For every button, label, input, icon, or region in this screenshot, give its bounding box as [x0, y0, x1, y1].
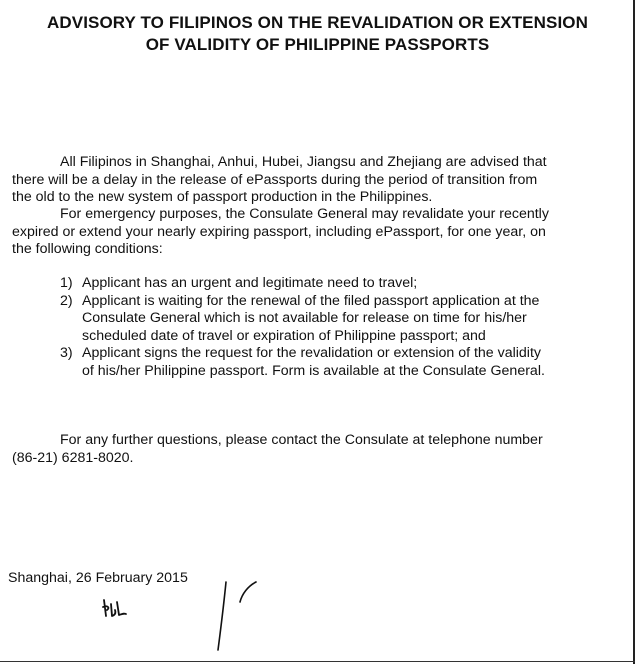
condition-text — [82, 293, 620, 346]
paragraph-emergency-purposes — [12, 206, 620, 259]
condition-line: Applicant signs the request for the revalidation or extension of the validity — [82, 345, 541, 361]
paragraph-line: For emergency purposes, the Consulate General may revalidate your recently — [60, 206, 549, 222]
paragraph-line: (86-21) 6281-8020. — [12, 449, 134, 466]
paragraph-line: there will be a delay in the release of ePassports during the period of transition from — [12, 171, 538, 188]
page-bottom-rule — [0, 661, 635, 662]
condition-line: Consulate General which is not available for release on time for his/her — [82, 310, 527, 326]
condition-line: Applicant has an urgent and legitimate need to travel; — [82, 275, 418, 291]
paragraph-line: the following conditions: — [12, 241, 163, 257]
condition-line: of his/her Philippine passport. Form is available at the Consulate General. — [82, 362, 545, 379]
place-and-date: Shanghai, 26 February 2015 — [8, 570, 188, 586]
condition-item-3 — [12, 345, 620, 380]
condition-line: scheduled date of travel or expiration of Philippine passport; and — [82, 327, 486, 344]
title-line-1: ADVISORY TO FILIPINOS ON THE REVALIDATION OR EXTENSION — [47, 13, 588, 32]
condition-text — [82, 275, 620, 293]
condition-line: Applicant is waiting for the renewal of the filed passport application at the — [82, 292, 540, 309]
paragraph-contact — [12, 432, 620, 467]
conditions-list — [12, 275, 620, 380]
paragraph-line: For any further questions, please contact the Consulate at telephone number — [60, 432, 543, 448]
title-line-2: OF VALIDITY OF PHILIPPINE PASSPORTS — [145, 35, 490, 54]
paragraph-line: the old to the new system of passport production in the Philippines. — [12, 189, 433, 205]
condition-text — [82, 345, 620, 380]
condition-item-2 — [12, 293, 620, 346]
paragraph-line: expired or extend your nearly expiring passport, including ePassport, for one year, on — [12, 223, 546, 240]
condition-number: 1) — [60, 275, 73, 291]
document-title — [0, 12, 635, 56]
paragraph-delay-notice — [12, 154, 620, 207]
handwritten-signature — [210, 572, 270, 659]
condition-item-1 — [12, 275, 620, 293]
paragraph-line: All Filipinos in Shanghai, Anhui, Hubei, Jiangsu and Zhejiang are advised that — [60, 154, 547, 170]
condition-number: 2) — [60, 292, 73, 309]
condition-number: 3) — [60, 345, 73, 361]
handwritten-initials — [100, 596, 130, 627]
